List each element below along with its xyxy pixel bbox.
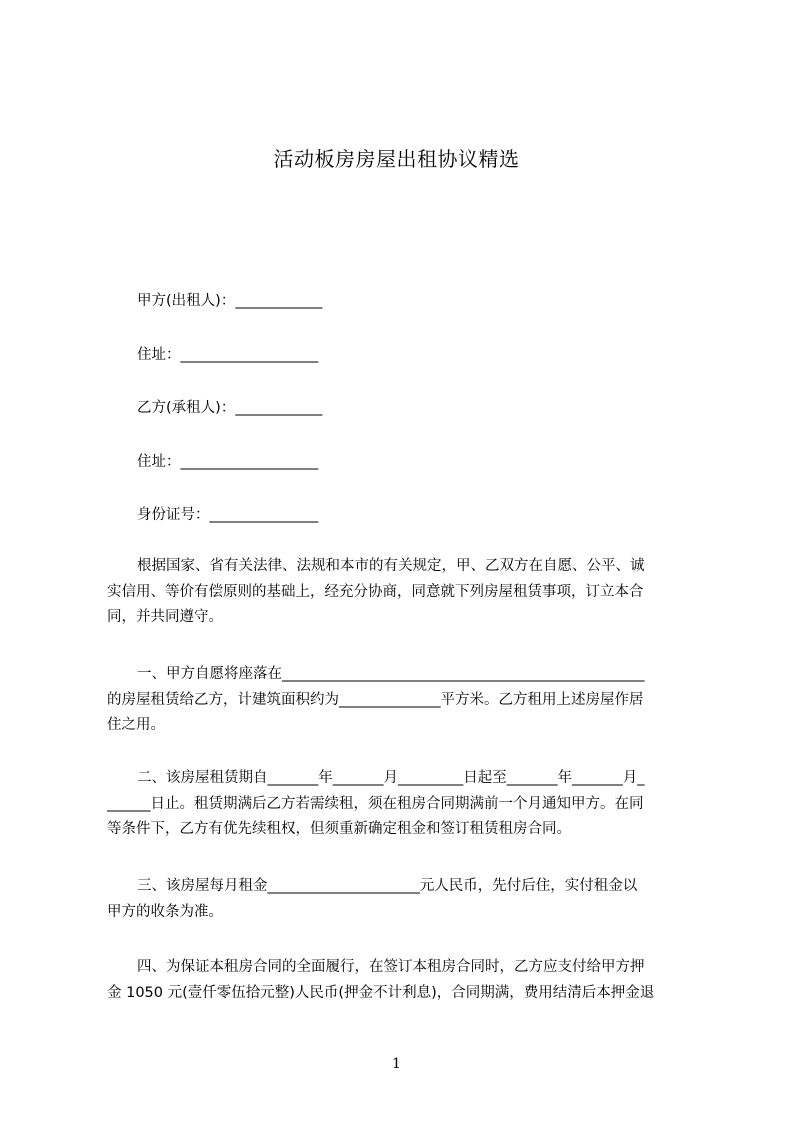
clause-1-line: 一、甲方自愿将座落在__________________________________________________ (137, 666, 645, 682)
lessor-field: 甲方(出租人)：____________ (137, 293, 323, 309)
clause-3-paragraph (107, 874, 699, 925)
lessee-address-field: 住址：___________________ (137, 454, 319, 470)
intro-line: 同，并共同遵守。 (107, 609, 223, 625)
clause-2-line: 等条件下，乙方有优先续租权，但须重新确定租金和签订租赁租房合同。 (107, 821, 571, 837)
clause-2-paragraph (107, 766, 699, 843)
clause-1-line: 住之用。 (107, 717, 165, 733)
clause-4-line: 四、为保证本租房合同的全面履行，在签订本租房合同时，乙方应支付给甲方押 (137, 959, 645, 975)
intro-line: 根据国家、省有关法律、法规和本市的有关规定，甲、乙双方在自愿、公平、诚 (137, 558, 645, 574)
intro-line: 实信用、等价有偿原则的基础上，经充分协商，同意就下列房屋租赁事项，订立本合 (107, 583, 644, 600)
clause-4-paragraph (107, 955, 699, 1006)
clause-1-paragraph (107, 662, 699, 739)
lessee-field: 乙方(承租人)：____________ (137, 400, 323, 416)
page-number: 1 (392, 1056, 401, 1072)
clause-1-line: 的房屋租赁给乙方，计建筑面积约为______________平方米。乙方租用上述房屋作居 (107, 691, 644, 708)
clause-4-line: 金 1050 元(壹仟零伍拾元整)人民币(押金不计利息)，合同期满，费用结清后本押金退 (107, 984, 655, 1001)
id-number-field: 身份证号：_______________ (137, 507, 319, 523)
clause-2-line: ______日止。租赁期满后乙方若需续租，须在租房合同期满前一个月通知甲方。在同 (107, 795, 644, 812)
clause-2-line: 二、该房屋租赁期自_______年_______月_________日起至_______年_______月_ (137, 770, 645, 786)
intro-paragraph (107, 554, 699, 631)
clause-3-line: 三、该房屋每月租金_____________________元人民币，先付后住，实付租金以 (137, 878, 638, 894)
document-title: 活动板房房屋出租协议精选 (273, 147, 520, 171)
clause-3-line: 甲方的收条为准。 (107, 903, 223, 920)
lessor-address-field: 住址：___________________ (137, 347, 319, 363)
